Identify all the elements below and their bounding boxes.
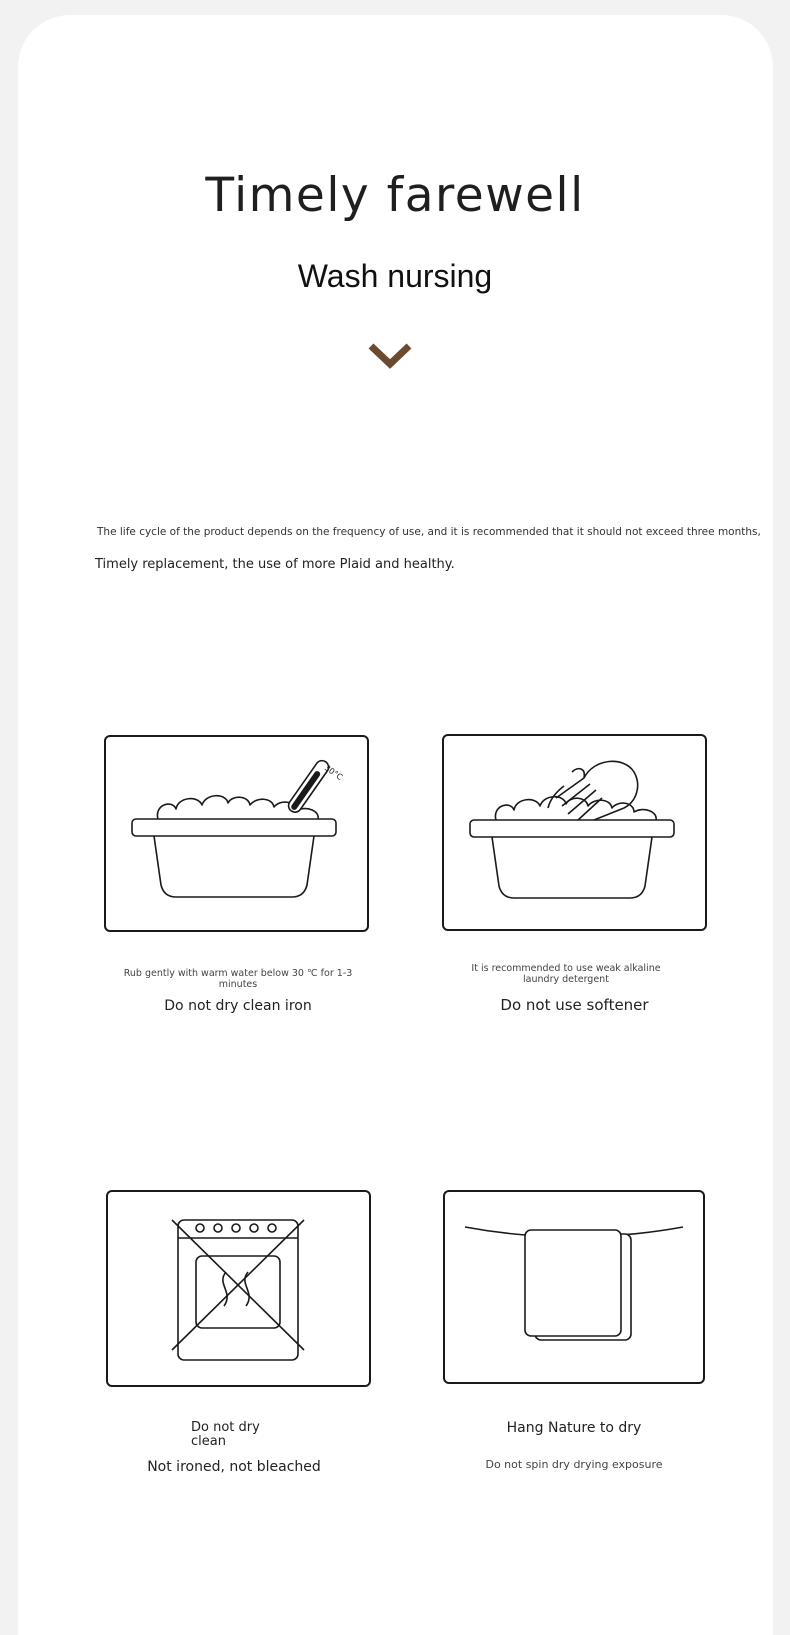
intro-note-replacement: Timely replacement, the use of more Plaid and healthy. [95, 557, 455, 572]
basin-hands-icon [444, 736, 704, 928]
chevron-down-icon [367, 342, 413, 370]
card-4-main-caption: Hang Nature to dry [506, 1420, 642, 1436]
card-1-main-caption: Do not dry clean iron [164, 998, 312, 1014]
page-subtitle: Wash nursing [297, 258, 493, 294]
hang-dry-icon [445, 1192, 703, 1382]
page-title: Timely farewell [205, 168, 585, 223]
detergent-instruction-panel [442, 734, 707, 931]
no-tumble-dry-icon [108, 1192, 368, 1384]
wash-instruction-panel [104, 735, 369, 932]
no-dry-instruction-panel [106, 1190, 371, 1387]
basin-thermometer-icon [106, 737, 366, 929]
card-2-small-caption: It is recommended to use weak alkaline laundry detergent [471, 963, 661, 985]
card-3-small-caption: Do not dry clean [191, 1420, 260, 1449]
hang-dry-instruction-panel [443, 1190, 705, 1384]
card-3-main-caption: Not ironed, not bleached [147, 1459, 321, 1475]
intro-note-life-cycle: The life cycle of the product depends on the frequency of use, and it is recommended that it should not exceed three months, [97, 526, 761, 538]
card-4-small-caption: Do not spin dry drying exposure [485, 1458, 663, 1471]
card-2-main-caption: Do not use softener [500, 996, 649, 1014]
thermometer-label: 30°C [322, 763, 345, 782]
card-1-small-caption: Rub gently with warm water below 30 ℃ for 1-3 minutes [123, 968, 353, 990]
